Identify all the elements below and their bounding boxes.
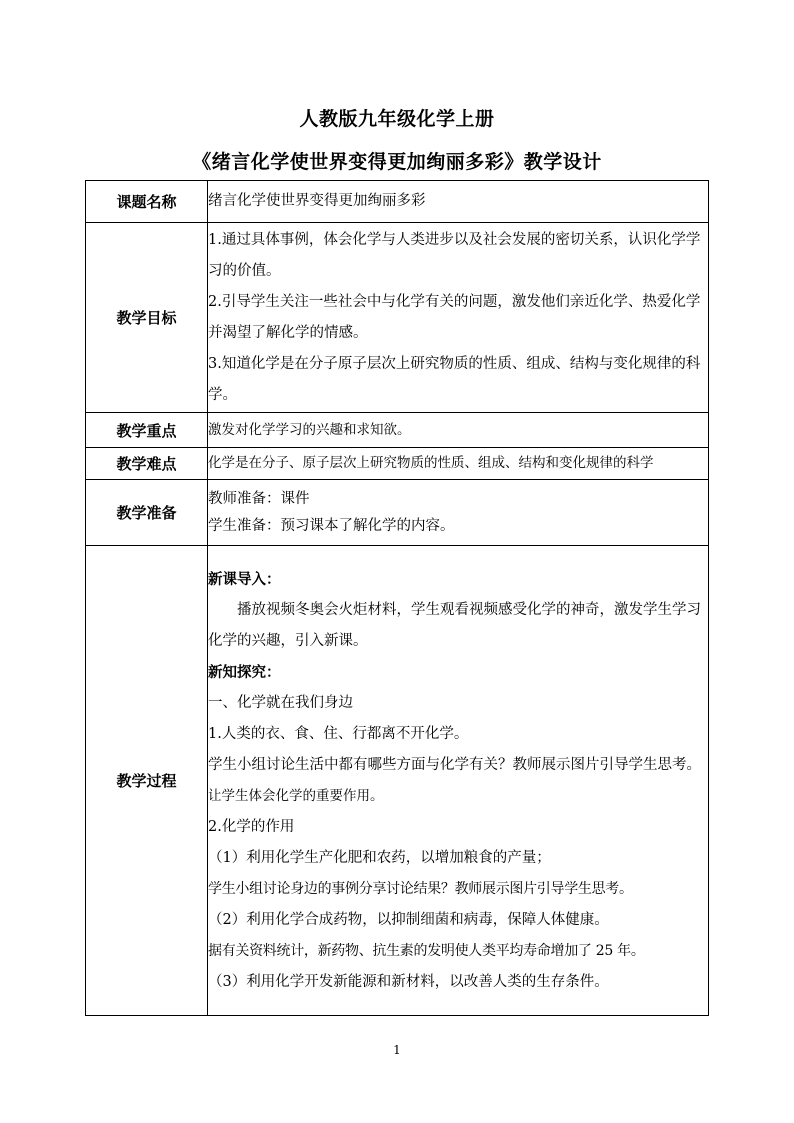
preparation-content xyxy=(208,480,709,546)
difficulties-text: 化学是在分子、原子层次上研究物质的性质、组成、结构和变化规律的科学 xyxy=(208,455,654,471)
difficulties-content xyxy=(208,448,709,480)
use-2: （2）利用化学合成药物，以抑制细菌和病毒，保障人体健康。 xyxy=(208,911,609,928)
goal-item-3: 3.知道化学是在分子原子层次上研究物质的性质、组成、结构与变化规律的科学。 xyxy=(208,355,701,403)
document-title: 人教版九年级化学上册 xyxy=(299,108,495,130)
explore-heading: 新知探究： xyxy=(208,663,281,681)
feel-text: 让学生体会化学的重要作用。 xyxy=(208,787,384,804)
teacher-preparation: 教师准备：课件 xyxy=(208,490,310,507)
point-2: 2.化学的作用 xyxy=(208,818,295,835)
goal-item-1: 1.通过具体事例，体会化学与人类进步以及社会发展的密切关系，认识化学学习的价值。 xyxy=(208,231,701,279)
page-number: 1 xyxy=(393,1043,401,1057)
topic-label: 课题名称 xyxy=(86,181,208,223)
intro-heading: 新课导入： xyxy=(208,570,281,588)
key-points-row xyxy=(86,413,709,448)
difficulties-row xyxy=(86,448,709,480)
use-3: （3）利用化学开发新能源和新材料，以改善人类的生存条件。 xyxy=(208,973,609,990)
goals-label: 教学目标 xyxy=(86,223,208,413)
process-label: 教学过程 xyxy=(86,546,208,1016)
key-points-content xyxy=(208,413,709,448)
statistic-text: 据有关资料统计，新药物、抗生素的发明使人类平均寿命增加了 25 年。 xyxy=(208,942,645,959)
discussion-2: 学生小组讨论身边的事例分享讨论结果？教师展示图片引导学生思考。 xyxy=(208,880,633,897)
key-points-label: 教学重点 xyxy=(86,413,208,448)
preparation-label: 教学准备 xyxy=(86,480,208,546)
lesson-plan-table xyxy=(85,180,709,1016)
use-1: （1）利用化学生产化肥和农药，以增加粮食的产量； xyxy=(208,849,551,866)
key-points-text: 激发对化学学习的兴趣和求知欲。 xyxy=(208,421,411,438)
process-row xyxy=(86,546,709,1016)
difficulties-label: 教学难点 xyxy=(86,448,208,480)
process-content xyxy=(208,546,709,1016)
section-1-heading: 一、化学就在我们身边 xyxy=(208,694,353,711)
point-1: 1.人类的衣、食、住、行都离不开化学。 xyxy=(208,725,469,742)
goals-content xyxy=(208,223,709,413)
intro-text: 播放视频冬奥会火炬材料，学生观看视频感受化学的神奇，激发学生学习化学的兴趣，引入新课。 xyxy=(208,601,701,649)
student-preparation: 学生准备：预习课本了解化学的内容。 xyxy=(208,517,455,534)
topic-text: 绪言化学使世界变得更加绚丽多彩 xyxy=(208,193,426,209)
topic-content xyxy=(208,181,709,223)
goal-item-2: 2.引导学生关注一些社会中与化学有关的问题，激发他们亲近化学、热爱化学并渴望了解化学的情感。 xyxy=(208,293,701,341)
discussion-1: 学生小组讨论生活中都有哪些方面与化学有关？教师展示图片引导学生思考。 xyxy=(208,756,701,773)
goals-row xyxy=(86,223,709,413)
preparation-row xyxy=(86,480,709,546)
document-subtitle: 《绪言化学使世界变得更加绚丽多彩》教学设计 xyxy=(192,151,602,173)
topic-row xyxy=(86,181,709,223)
